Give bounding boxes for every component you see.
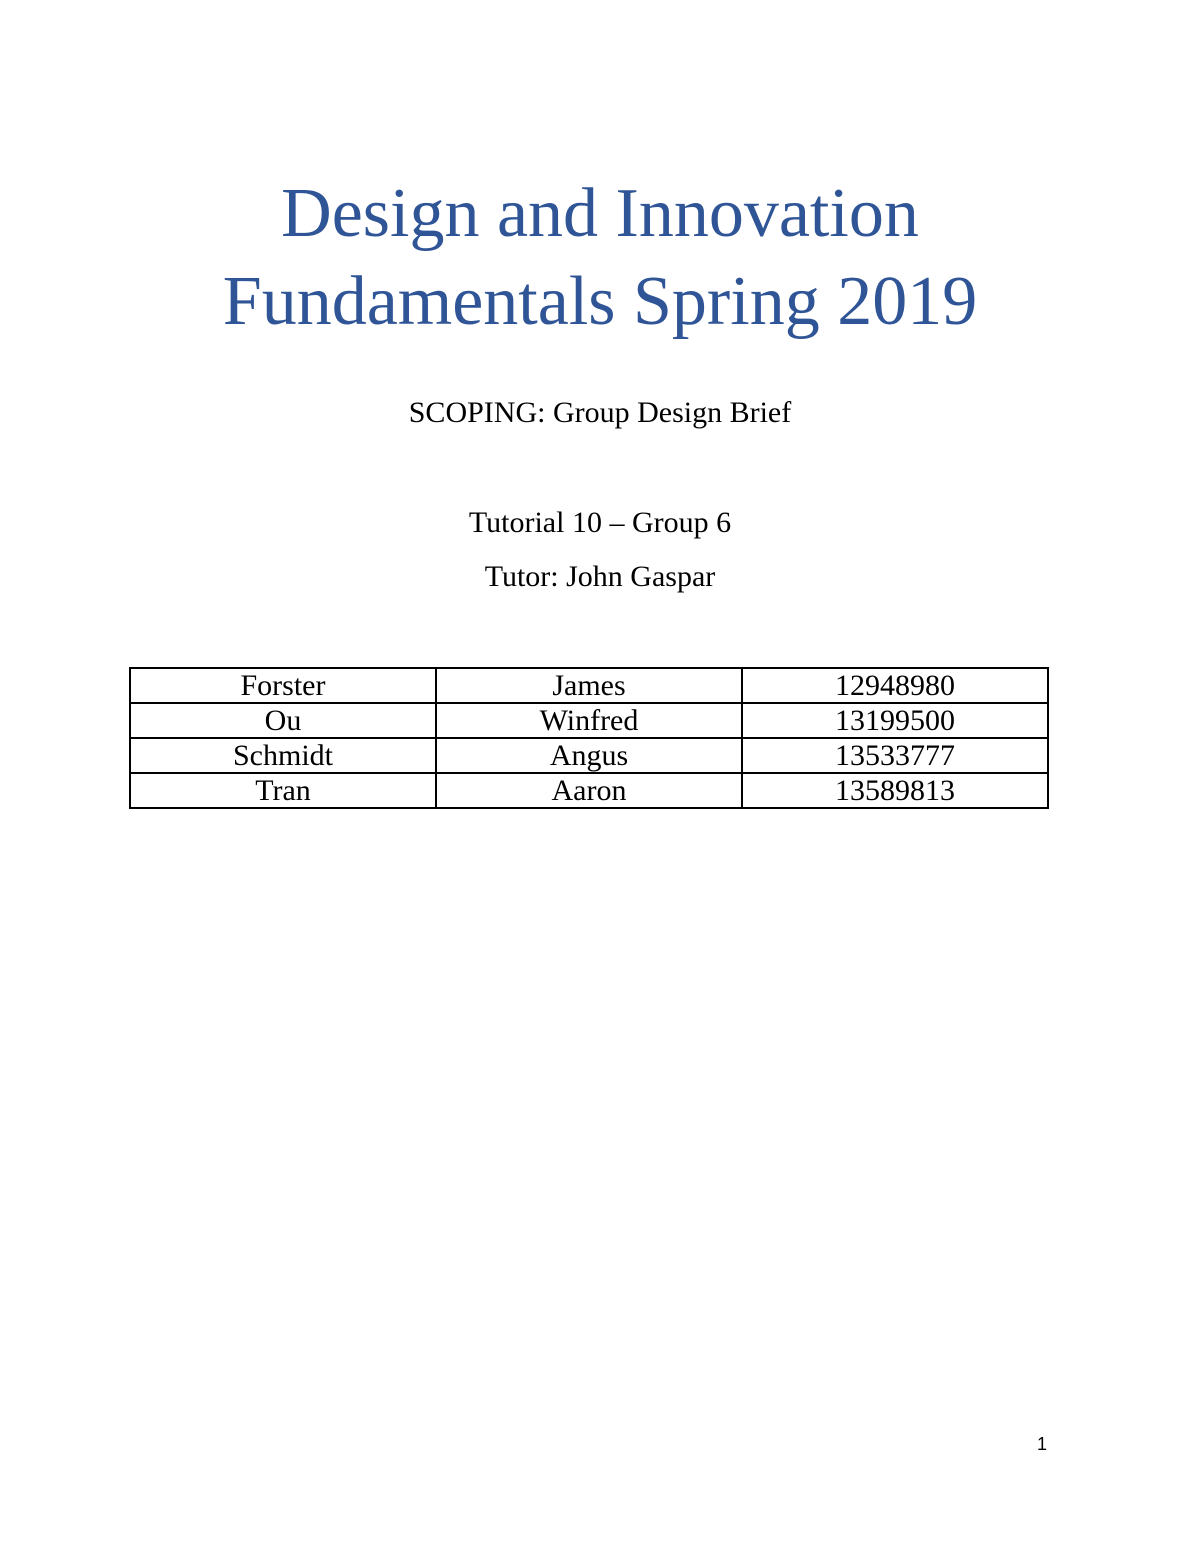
member-student-id: 13533777 xyxy=(742,738,1048,773)
document-subtitle: SCOPING: Group Design Brief xyxy=(408,396,792,429)
member-first-name: Angus xyxy=(436,738,742,773)
tutor-name: Tutor: John Gaspar xyxy=(484,560,716,593)
table-row xyxy=(130,773,1048,808)
member-surname: Forster xyxy=(130,668,436,703)
member-student-id: 13199500 xyxy=(742,703,1048,738)
member-first-name: Winfred xyxy=(436,703,742,738)
member-surname: Ou xyxy=(130,703,436,738)
member-first-name: Aaron xyxy=(436,773,742,808)
member-student-id: 12948980 xyxy=(742,668,1048,703)
table-row xyxy=(130,668,1048,703)
table-row xyxy=(130,738,1048,773)
document-title xyxy=(0,170,1200,346)
member-surname: Tran xyxy=(130,773,436,808)
table-row xyxy=(130,703,1048,738)
member-surname: Schmidt xyxy=(130,738,436,773)
title-line-1: Design and Innovation xyxy=(281,175,919,252)
page-number: 1 xyxy=(1036,1434,1047,1454)
group-members-table xyxy=(129,667,1049,809)
title-line-2: Fundamentals Spring 2019 xyxy=(222,263,978,340)
member-student-id: 13589813 xyxy=(742,773,1048,808)
tutorial-group: Tutorial 10 – Group 6 xyxy=(468,506,732,539)
member-first-name: James xyxy=(436,668,742,703)
